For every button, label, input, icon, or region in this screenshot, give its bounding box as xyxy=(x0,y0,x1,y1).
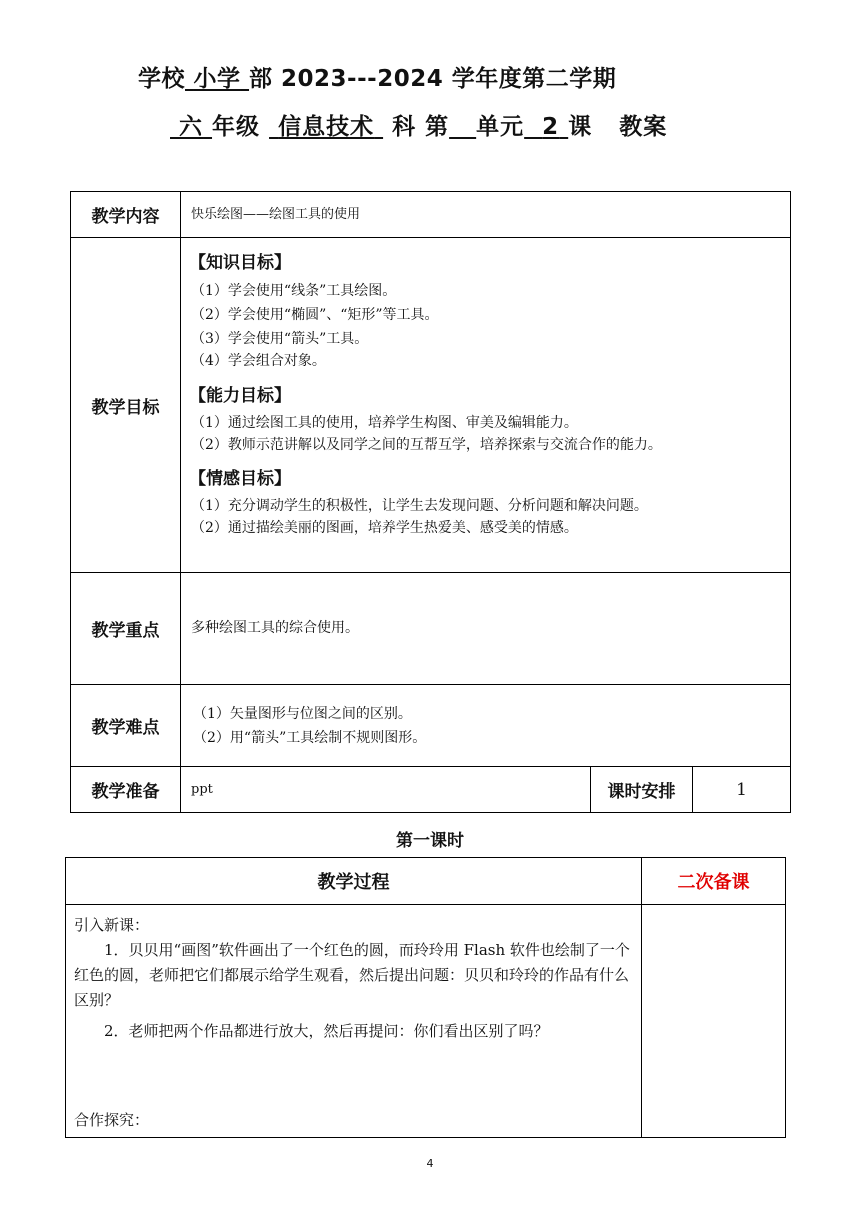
emotion-item: （2）通过描绘美丽的图画，培养学生热爱美、感受美的情感。 xyxy=(191,520,578,536)
difficulty-content xyxy=(181,685,791,767)
lesson-value: 2 xyxy=(542,114,560,140)
hours-value: 1 xyxy=(693,767,791,813)
key-label: 教学重点 xyxy=(71,573,181,685)
knowledge-heading: 【知识目标】 xyxy=(189,253,291,273)
info-table xyxy=(70,191,791,813)
difficulty-row xyxy=(71,685,791,767)
grade-label: 年级 xyxy=(212,114,261,140)
goals-content xyxy=(181,238,791,573)
ability-heading: 【能力目标】 xyxy=(189,386,291,406)
difficulty-item: （2）用“箭头”工具绘制不规则图形。 xyxy=(193,729,427,746)
process-body-row xyxy=(66,905,786,1138)
goals-row xyxy=(71,238,791,573)
grade-value: 六 xyxy=(179,114,204,140)
header-line-1 xyxy=(138,60,616,93)
process-table xyxy=(65,857,786,1138)
unit-label: 单元 xyxy=(476,114,525,140)
unit-prefix: 第 xyxy=(425,114,450,140)
dept-and-year: 部 2023---2024 学年度第二学期 xyxy=(249,66,617,92)
page-number: 4 xyxy=(426,1157,434,1170)
process-header: 教学过程 xyxy=(66,858,642,905)
lesson-label: 课 xyxy=(568,114,593,140)
header-line-2 xyxy=(170,108,667,141)
subject-label: 科 xyxy=(392,114,417,140)
prep-row xyxy=(71,767,791,813)
school-prefix: 学校 xyxy=(138,66,185,92)
secondary-prep-header: 二次备课 xyxy=(642,858,786,905)
content-row xyxy=(71,192,791,238)
knowledge-item: （3）学会使用“箭头”工具。 xyxy=(191,331,369,347)
emotion-heading: 【情感目标】 xyxy=(189,469,291,489)
prep-value: ppt xyxy=(181,767,591,813)
lesson-title: 第一课时 xyxy=(396,831,464,851)
subject-value: 信息技术 xyxy=(278,114,375,140)
key-row xyxy=(71,573,791,685)
doc-type: 教案 xyxy=(619,114,668,140)
process-body xyxy=(66,905,642,1138)
intro-label: 引入新课： xyxy=(74,916,150,934)
knowledge-item: （2）学会使用“椭圆”、“矩形”等工具。 xyxy=(191,307,439,323)
unit-blank xyxy=(449,114,476,140)
key-value: 多种绘图工具的综合使用。 xyxy=(181,573,791,685)
process-paragraph: 2．老师把两个作品都进行放大，然后再提问：你们看出区别了吗？ xyxy=(104,1022,549,1040)
ability-item: （2）教师示范讲解以及同学之间的互帮互学，培养探索与交流合作的能力。 xyxy=(191,437,662,453)
hours-label: 课时安排 xyxy=(591,767,693,813)
content-value: 快乐绘图——绘图工具的使用 xyxy=(181,192,791,238)
difficulty-item: （1）矢量图形与位图之间的区别。 xyxy=(193,705,412,722)
secondary-prep-cell xyxy=(642,905,786,1138)
emotion-item: （1）充分调动学生的积极性，让学生去发现问题、分析问题和解决问题。 xyxy=(191,498,648,514)
prep-label: 教学准备 xyxy=(71,767,181,813)
content-label: 教学内容 xyxy=(71,192,181,238)
process-header-row xyxy=(66,858,786,905)
difficulty-label: 教学难点 xyxy=(71,685,181,767)
knowledge-item: （1）学会使用“线条”工具绘图。 xyxy=(191,283,397,299)
process-paragraph: 1．贝贝用“画图”软件画出了一个红色的圆，而玲玲用 Flash 软件也绘制了一个红色的圆，老师把它们都展示给学生观看，然后提出问题：贝贝和玲玲的作品有什么区别？ xyxy=(74,941,630,1009)
school-value: 小学 xyxy=(193,66,241,92)
goals-label: 教学目标 xyxy=(71,238,181,573)
ability-item: （1）通过绘图工具的使用，培养学生构图、审美及编辑能力。 xyxy=(191,415,578,431)
knowledge-item: （4）学会组合对象。 xyxy=(191,353,326,369)
explore-label: 合作探究： xyxy=(74,1111,150,1129)
